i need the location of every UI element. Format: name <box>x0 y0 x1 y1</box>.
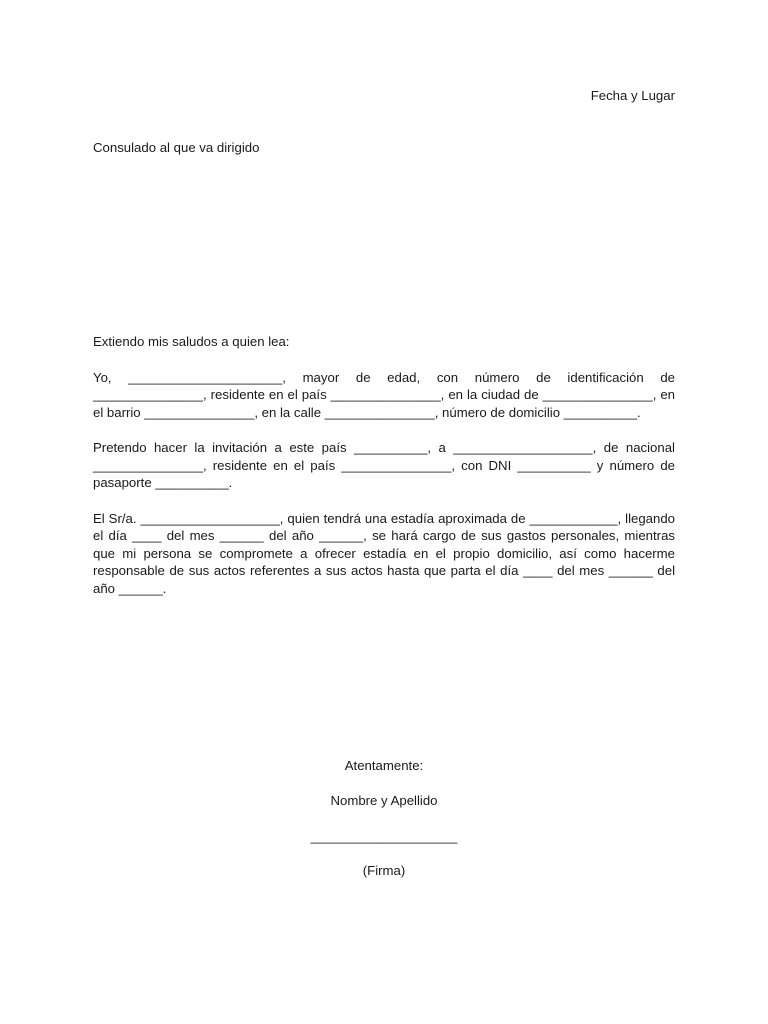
date-place: Fecha y Lugar <box>590 88 675 103</box>
paragraph-invitee: Pretendo hacer la invitación a este país __________, a ___________________, de nacional _______________, residente en el país _______________, con DNI __________ y número de pasaporte __________. <box>93 440 675 490</box>
signature-line: ____________________ <box>310 829 458 844</box>
greeting: Extiendo mis saludos a quien lea: <box>93 334 290 349</box>
signature-label: (Firma) <box>362 863 406 878</box>
consulate-addressee: Consulado al que va dirigido <box>93 140 260 155</box>
letter-body <box>93 333 675 615</box>
paragraph-stay: El Sr/a. ___________________, quien tendrá una estadía aproximada de ____________, llegando el día ____ del mes ______ del año ______, se hará cargo de sus gastos personales, mientras que mi persona se compromete a ofrecer estadía en el propio domicilio, así como hacerme responsable de sus actos referentes a sus actos hasta que parta el día ____ del mes ______ del año ______. <box>93 510 675 596</box>
paragraph-inviter: Yo, _____________________, mayor de edad, con número de identificación de _______________, residente en el país _______________, en la ciudad de _______________, en el barrio _______________, en la calle _______________, número de domicilio __________. <box>93 369 675 420</box>
closing: Atentamente: <box>344 758 424 773</box>
name-label: Nombre y Apellido <box>330 793 438 808</box>
